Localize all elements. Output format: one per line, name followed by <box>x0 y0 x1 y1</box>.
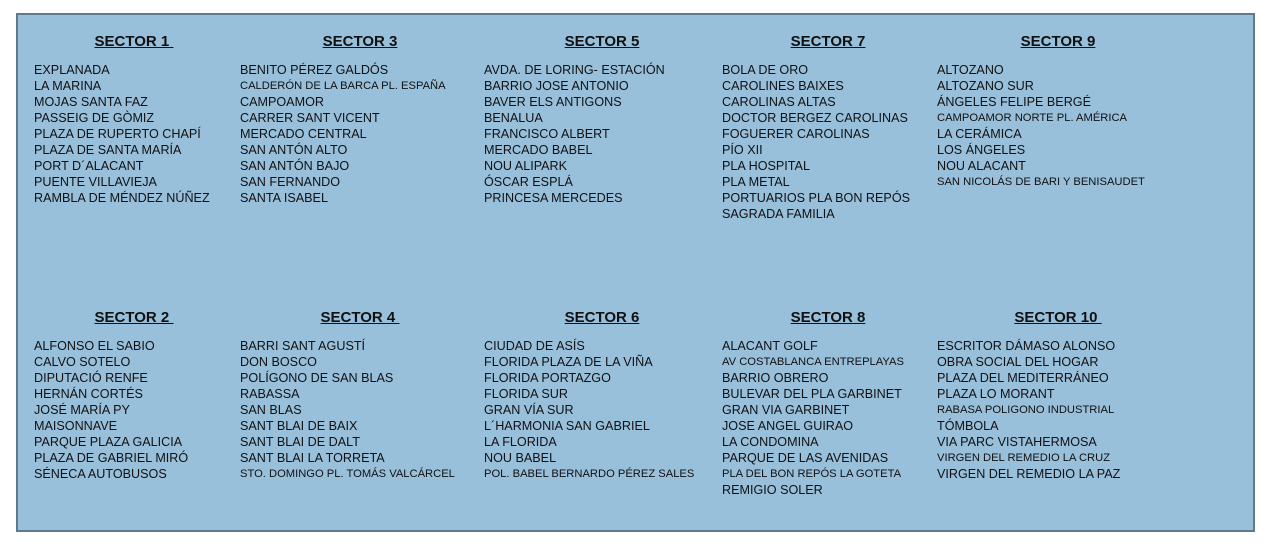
neighborhood-item: ALACANT GOLF <box>722 339 818 353</box>
neighborhood-item: MERCADO BABEL <box>484 143 593 157</box>
neighborhood-item: REMIGIO SOLER <box>722 483 823 497</box>
neighborhood-item: GRAN VÍA SUR <box>484 403 574 417</box>
neighborhood-item: ALTOZANO <box>937 63 1004 77</box>
neighborhood-item: SANTA ISABEL <box>240 191 328 205</box>
neighborhood-item: PARQUE PLAZA GALICIA <box>34 435 183 449</box>
neighborhood-item: PORTUARIOS PLA BON REPÓS <box>722 191 911 205</box>
sector-block <box>484 309 719 482</box>
neighborhood-item: SAN FERNANDO <box>240 175 341 189</box>
neighborhood-item: ÁNGELES FELIPE BERGÉ <box>937 95 1091 109</box>
sector-title: SECTOR 2 <box>94 309 174 326</box>
sector-title: SECTOR 4 <box>320 309 400 326</box>
neighborhood-item: LA CERÁMICA <box>937 127 1022 141</box>
neighborhood-item: DON BOSCO <box>240 355 317 369</box>
neighborhood-list <box>484 338 719 482</box>
sector-block <box>34 33 234 206</box>
neighborhood-item: PLAZA DE SANTA MARÍA <box>34 143 182 157</box>
neighborhood-item: RAMBLA DE MÉNDEZ NÚÑEZ <box>34 191 210 205</box>
neighborhood-item: HERNÁN CORTÉS <box>34 387 143 401</box>
neighborhood-item: SAN ANTÓN ALTO <box>240 143 348 157</box>
neighborhood-list <box>937 338 1197 482</box>
neighborhood-item: NOU ALACANT <box>937 159 1026 173</box>
sector-title: SECTOR 6 <box>564 309 640 326</box>
sector-title: SECTOR 9 <box>1020 33 1096 50</box>
neighborhood-item: LA MARINA <box>34 79 102 93</box>
neighborhood-item: CAROLINES BAIXES <box>722 79 844 93</box>
sector-block <box>240 309 480 482</box>
neighborhood-item: BARRIO JOSE ANTONIO <box>484 79 629 93</box>
neighborhood-item: SANT BLAI DE DALT <box>240 435 360 449</box>
neighborhood-item: BULEVAR DEL PLA GARBINET <box>722 387 902 401</box>
neighborhood-item: DIPUTACIÓ RENFE <box>34 371 148 385</box>
neighborhood-item: CIUDAD DE ASÍS <box>484 339 585 353</box>
neighborhood-item: FLORIDA PORTAZGO <box>484 371 611 385</box>
neighborhood-item: FOGUERER CAROLINAS <box>722 127 870 141</box>
sector-title: SECTOR 10 <box>1014 309 1102 326</box>
neighborhood-list <box>34 338 234 482</box>
neighborhood-item: CAMPOAMOR NORTE PL. AMÉRICA <box>937 112 1128 124</box>
neighborhood-item: PLAZA LO MORANT <box>937 387 1055 401</box>
neighborhood-item: BENITO PÉREZ GALDÓS <box>240 63 389 77</box>
neighborhood-item: CALDERÓN DE LA BARCA PL. ESPAÑA <box>240 80 446 92</box>
neighborhood-item: BOLA DE ORO <box>722 63 809 77</box>
sector-title: SECTOR 3 <box>322 33 398 50</box>
neighborhood-item: PASSEIG DE GÒMIZ <box>34 111 155 125</box>
neighborhood-item: SAGRADA FAMILIA <box>722 207 835 221</box>
neighborhood-item: BARRIO OBRERO <box>722 371 829 385</box>
neighborhood-item: PARQUE DE LAS AVENIDAS <box>722 451 889 465</box>
neighborhood-item: SAN ANTÓN BAJO <box>240 159 350 173</box>
neighborhood-item: POL. BABEL BERNARDO PÉREZ SALES <box>484 468 695 480</box>
neighborhood-item: FLORIDA PLAZA DE LA VIÑA <box>484 355 653 369</box>
neighborhood-item: CALVO SOTELO <box>34 355 131 369</box>
sector-block <box>722 33 934 222</box>
neighborhood-item: LOS ÁNGELES <box>937 143 1026 157</box>
neighborhood-item: GRAN VIA GARBINET <box>722 403 850 417</box>
sector-title: SECTOR 1 <box>94 33 174 50</box>
neighborhood-item: JOSÉ MARÍA PY <box>34 403 130 417</box>
neighborhood-item: PRINCESA MERCEDES <box>484 191 623 205</box>
neighborhood-item: SAN BLAS <box>240 403 302 417</box>
neighborhood-item: VIA PARC VISTAHERMOSA <box>937 435 1097 449</box>
neighborhood-item: EXPLANADA <box>34 63 110 77</box>
neighborhood-item: FRANCISCO ALBERT <box>484 127 610 141</box>
neighborhood-item: AVDA. DE LORING- ESTACIÓN <box>484 63 665 77</box>
neighborhood-item: L´HARMONIA SAN GABRIEL <box>484 419 650 433</box>
neighborhood-item: ALFONSO EL SABIO <box>34 339 155 353</box>
sector-title: SECTOR 7 <box>790 33 866 50</box>
neighborhood-item: CARRER SANT VICENT <box>240 111 380 125</box>
neighborhood-list <box>722 338 934 498</box>
neighborhood-item: POLÍGONO DE SAN BLAS <box>240 371 394 385</box>
neighborhood-list <box>34 62 234 206</box>
neighborhood-item: MOJAS SANTA FAZ <box>34 95 148 109</box>
neighborhood-item: PLAZA DE GABRIEL MIRÓ <box>34 451 189 465</box>
neighborhood-item: PUENTE VILLAVIEJA <box>34 175 157 189</box>
neighborhood-item: ÓSCAR ESPLÁ <box>484 175 573 189</box>
neighborhood-item: PÍO XII <box>722 143 763 157</box>
neighborhood-list <box>937 62 1197 190</box>
neighborhood-item: FLORIDA SUR <box>484 387 568 401</box>
neighborhood-list <box>240 62 480 206</box>
neighborhood-item: SANT BLAI LA TORRETA <box>240 451 385 465</box>
neighborhood-item: PLAZA DE RUPERTO CHAPÍ <box>34 127 201 141</box>
neighborhood-item: SÉNECA AUTOBUSOS <box>34 467 167 481</box>
neighborhood-item: SAN NICOLÁS DE BARI Y BENISAUDET <box>937 176 1145 188</box>
sector-block <box>484 33 719 206</box>
neighborhood-item: PORT D´ALACANT <box>34 159 144 173</box>
neighborhood-item: VIRGEN DEL REMEDIO LA PAZ <box>937 467 1121 481</box>
sector-block <box>722 309 934 498</box>
neighborhood-item: NOU ALIPARK <box>484 159 568 173</box>
neighborhood-item: TÓMBOLA <box>937 419 999 433</box>
neighborhood-item: PLA METAL <box>722 175 790 189</box>
neighborhood-item: VIRGEN DEL REMEDIO LA CRUZ <box>937 452 1111 464</box>
neighborhood-item: BAVER ELS ANTIGONS <box>484 95 622 109</box>
neighborhood-item: CAMPOAMOR <box>240 95 324 109</box>
neighborhood-item: MERCADO CENTRAL <box>240 127 367 141</box>
neighborhood-item: BARRI SANT AGUSTÍ <box>240 339 366 353</box>
neighborhood-item: LA CONDOMINA <box>722 435 819 449</box>
neighborhood-item: RABASA POLIGONO INDUSTRIAL <box>937 404 1115 416</box>
sector-title: SECTOR 5 <box>564 33 640 50</box>
neighborhood-item: MAISONNAVE <box>34 419 118 433</box>
neighborhood-item: LA FLORIDA <box>484 435 557 449</box>
neighborhood-item: CAROLINAS ALTAS <box>722 95 836 109</box>
neighborhood-item: PLAZA DEL MEDITERRÁNEO <box>937 371 1109 385</box>
neighborhood-item: STO. DOMINGO PL. TOMÁS VALCÁRCEL <box>240 468 455 480</box>
sector-block <box>34 309 234 482</box>
sector-block <box>937 309 1197 482</box>
neighborhood-item: ALTOZANO SUR <box>937 79 1034 93</box>
neighborhood-item: AV COSTABLANCA ENTREPLAYAS <box>722 356 904 368</box>
neighborhood-item: BENALUA <box>484 111 543 125</box>
neighborhood-item: ESCRITOR DÁMASO ALONSO <box>937 339 1116 353</box>
neighborhood-item: PLA HOSPITAL <box>722 159 810 173</box>
neighborhood-item: JOSE ANGEL GUIRAO <box>722 419 854 433</box>
neighborhood-list <box>722 62 934 222</box>
neighborhood-list <box>484 62 719 206</box>
sector-block <box>937 33 1197 190</box>
neighborhood-item: PLA DEL BON REPÓS LA GOTETA <box>722 468 902 480</box>
neighborhood-list <box>240 338 480 482</box>
neighborhood-item: SANT BLAI DE BAIX <box>240 419 358 433</box>
neighborhood-item: OBRA SOCIAL DEL HOGAR <box>937 355 1099 369</box>
sector-block <box>240 33 480 206</box>
sector-title: SECTOR 8 <box>790 309 866 326</box>
neighborhood-item: DOCTOR BERGEZ CAROLINAS <box>722 111 908 125</box>
neighborhood-item: RABASSA <box>240 387 300 401</box>
neighborhood-item: NOU BABEL <box>484 451 557 465</box>
